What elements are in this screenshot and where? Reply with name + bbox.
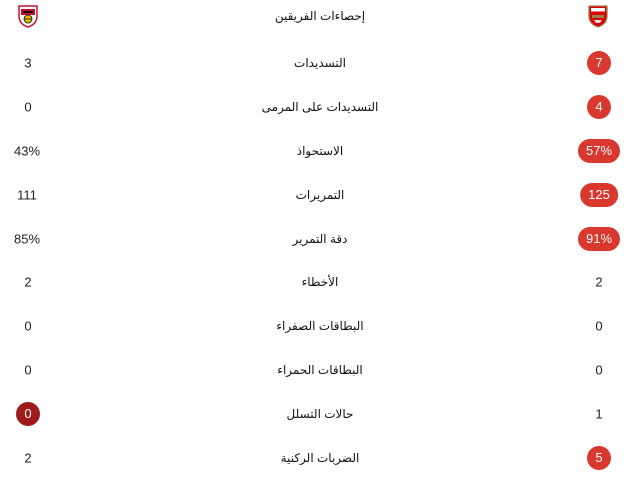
away-value: [587, 446, 611, 470]
highlight-badge: 125: [580, 183, 618, 207]
stat-label: الضربات الركنية: [280, 450, 360, 465]
highlight-badge: 0: [16, 402, 40, 426]
highlight-badge: 91%: [578, 227, 620, 251]
home-value: 2: [24, 274, 32, 290]
stat-row-shots: [0, 41, 640, 85]
home-value: 85%: [13, 231, 41, 246]
away-value: [578, 139, 620, 163]
away-value: 1: [595, 406, 603, 422]
stats-header: [0, 0, 640, 34]
away-value: [578, 227, 620, 251]
away-value: 0: [595, 318, 603, 334]
stat-row-corners: [0, 436, 640, 480]
home-value: 111: [17, 187, 37, 203]
home-value: 0: [24, 362, 32, 378]
stat-label: التسديدات: [294, 55, 346, 70]
stat-label: التمريرات: [295, 187, 345, 202]
away-value: 0: [595, 362, 603, 378]
highlight-badge: 7: [587, 51, 611, 75]
home-value: 0: [24, 99, 32, 115]
stat-row-possession: [0, 129, 640, 173]
highlight-badge: 4: [587, 95, 611, 119]
home-value: 3: [24, 55, 32, 71]
stat-row-fouls: [0, 260, 640, 304]
stat-row-shots-on-target: [0, 85, 640, 129]
stat-row-offsides: [0, 392, 640, 436]
away-value: [587, 51, 611, 75]
stat-label: التسديدات على المرمى: [261, 99, 379, 114]
away-value: [587, 95, 611, 119]
home-value: 43%: [13, 143, 41, 159]
home-value: 0: [24, 318, 32, 334]
away-value: [580, 183, 618, 207]
home-value: 2: [24, 450, 32, 466]
stat-row-red-cards: [0, 348, 640, 392]
arsenal-crest-icon: [587, 4, 609, 28]
stats-table: [0, 41, 640, 480]
page-title: إحصاءات الفريقين: [274, 9, 366, 23]
stat-label: الأخطاء: [301, 275, 339, 290]
stat-label: حالات التسلل: [286, 407, 354, 422]
stat-label: دقة التمرير: [292, 231, 348, 246]
stat-label: الاستحواذ: [296, 143, 344, 158]
stat-row-passes: [0, 173, 640, 217]
stat-label: البطاقات الحمراء: [277, 363, 363, 378]
stat-row-yellow-cards: [0, 304, 640, 348]
away-value: 2: [595, 274, 603, 290]
stat-label: البطاقات الصفراء: [276, 319, 364, 334]
highlight-badge: 5: [587, 446, 611, 470]
stat-row-pass-accuracy: [0, 217, 640, 261]
highlight-badge: 57%: [578, 139, 620, 163]
